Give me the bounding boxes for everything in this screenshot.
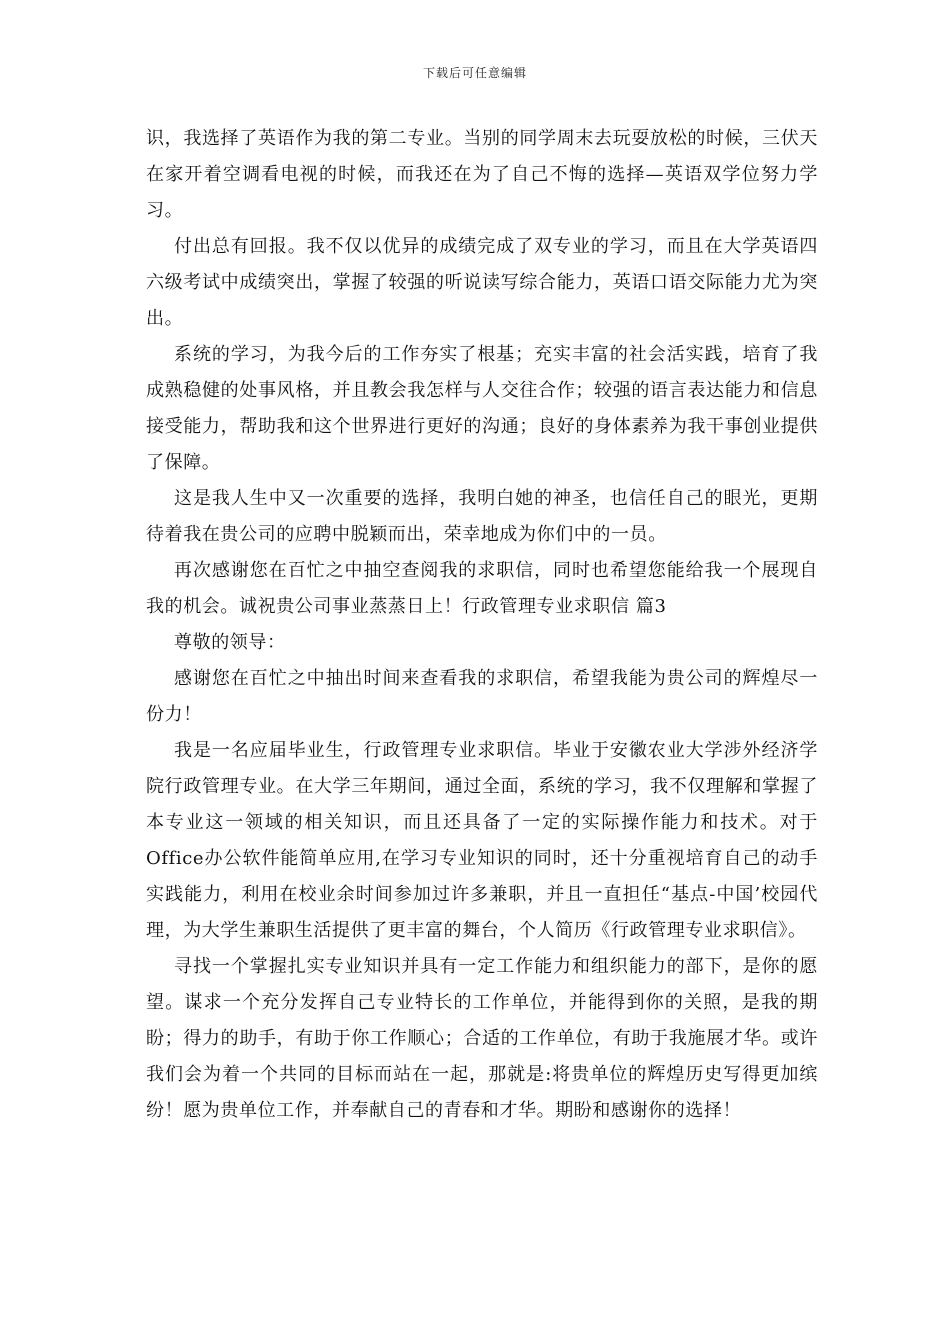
paragraph-2: 付出总有回报。我不仅以优异的成绩完成了双专业的学习，而且在大学英语四六级考试中成绩突出，掌握了较强的听说读写综合能力，英语口语交际能力尤为突出。 [146,236,818,329]
paragraph-9: 寻找一个掌握扎实专业知识并具有一定工作能力和组织能力的部下，是你的愿望。谋求一个充分发挥自己专业特长的工作单位，并能得到你的关照，是我的期盼；得力的助手，有助于你工作顺心；合适的工作单位，有助于我施展才华。或许我们会为着一个共同的目标而站在一起，那就是:将贵单位的辉煌历史写得更加缤纷！愿为贵单位工作，并奉献自己的青春和才华。期盼和感谢你的选择！ [146,956,818,1121]
paragraph-5: 再次感谢您在百忙之中抽空查阅我的求职信，同时也希望您能给我一个展现自我的机会。诚祝贵公司事业蒸蒸日上！行政管理专业求职信 篇3 [146,560,818,617]
page-header: 下载后可任意编辑 [422,66,527,80]
paragraph-3: 系统的学习，为我今后的工作夯实了根基；充实丰富的社会活实践，培育了我成熟稳健的处事风格，并且教会我怎样与人交往合作；较强的语言表达能力和信息接受能力，帮助我和这个世界进行更好的沟通；良好的身体素养为我干事创业提供了保障。 [146,344,818,473]
paragraph-8: 我是一名应届毕业生，行政管理专业求职信。毕业于安徽农业大学涉外经济学院行政管理专业。在大学三年期间，通过全面，系统的学习，我不仅理解和掌握了本专业这一领域的相关知识，而且还具备了一定的实际操作能力和技术。对于Office办公软件能简单应用,在学习专业知识的同时，还十分重视培育自己的动手实践能力，利用在校业余时间参加过许多兼职，并且一直担任“基点-中国’校园代理，为大学生兼职生活提供了更丰富的舞台，个人简历《行政管理专业求职信》。 [146,740,818,941]
paragraph-1: 识，我选择了英语作为我的第二专业。当别的同学周末去玩耍放松的时候，三伏天在家开着空调看电视的时候，而我还在为了自己不悔的选择—英语双学位努力学习。 [146,128,818,221]
paragraph-4: 这是我人生中又一次重要的选择，我明白她的神圣，也信任自己的眼光，更期待着我在贵公司的应聘中脱颖而出，荣幸地成为你们中的一员。 [146,488,818,545]
paragraph-7: 感谢您在百忙之中抽出时间来查看我的求职信，希望我能为贵公司的辉煌尽一份力！ [146,668,818,725]
salutation: 尊敬的领导： [174,632,286,653]
document-body [146,121,818,1129]
